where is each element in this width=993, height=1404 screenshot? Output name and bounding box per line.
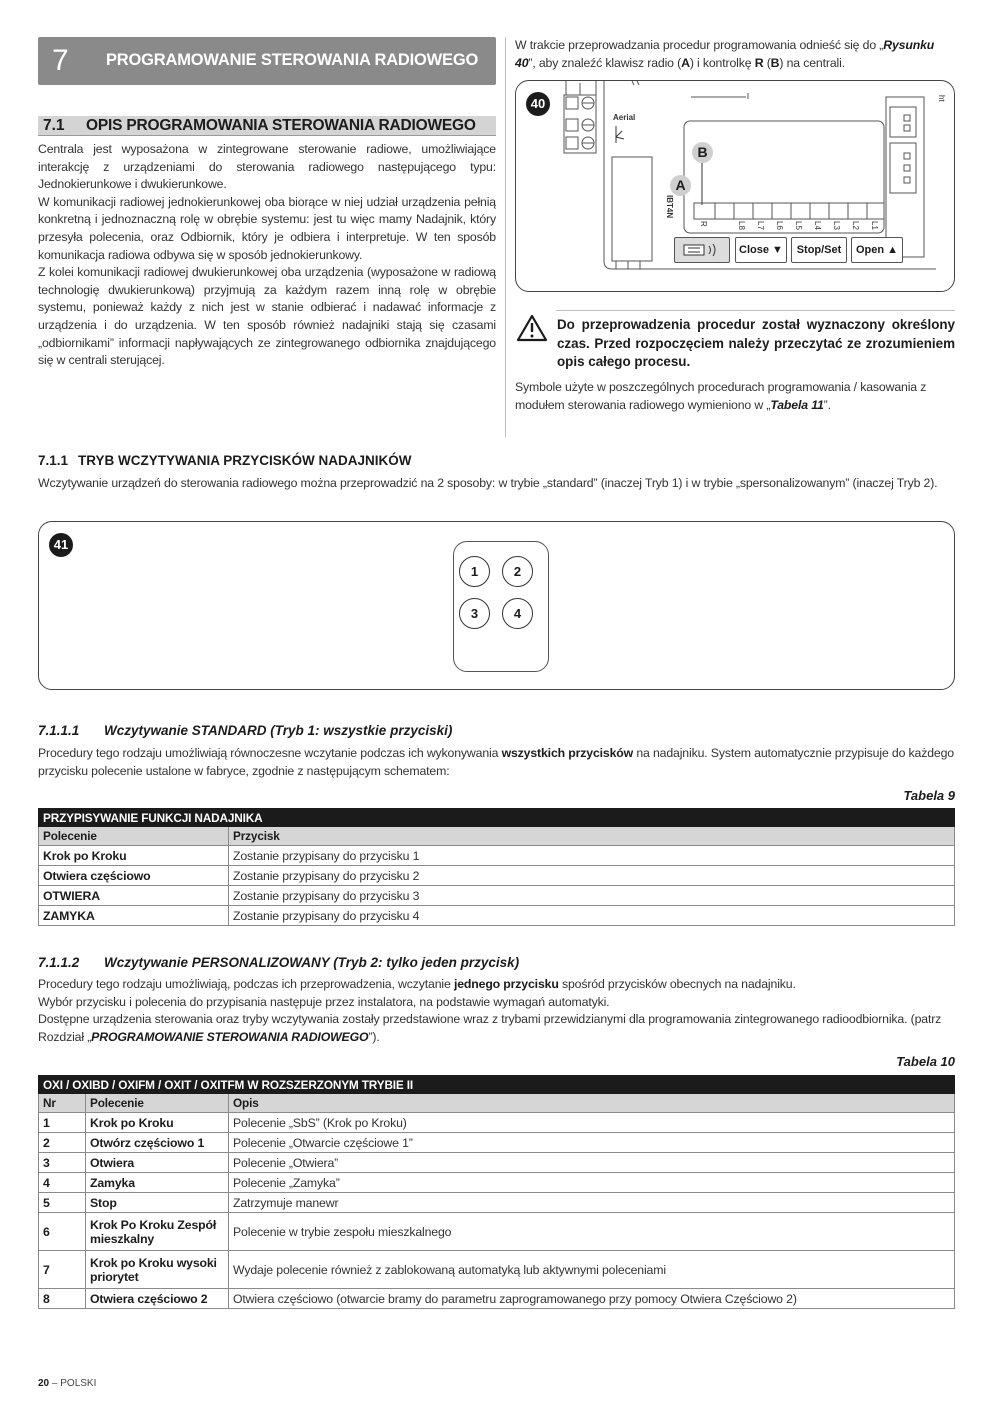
text-fragment: ( [763,55,771,70]
text-fragment: ) i kontrolkę [689,55,755,70]
table-row [39,1213,955,1251]
led-label: L6 [775,221,784,230]
table-cell: 1 [39,1113,86,1133]
table-cell: 2 [39,1133,86,1153]
aerial-label: Aerial [613,113,636,122]
open-button[interactable]: Open ▲ [851,237,903,263]
table-row [39,1173,955,1193]
table-cell: Zatrzymuje manewr [229,1193,955,1213]
table-cell: Zostanie przypisany do przycisku 2 [229,866,955,886]
led-label: L1 [870,221,879,230]
table-row [39,1193,955,1213]
figure-badge: 40 [526,92,550,116]
text-fragment: ”. [823,397,831,412]
table-row [39,886,955,906]
table-cell: Zostanie przypisany do przycisku 4 [229,906,955,926]
figure-41-remote [38,521,955,690]
table-cell: Otwórz częściowo 1 [86,1133,229,1153]
text-fragment: Dostępne urządzenia sterowania oraz tryby wczytywania zostały przedstawione wraz z trybami przewidzianymi dla programowania zintegrowanego radioodbiornika. (patrz Rozdział „ [38,1012,942,1044]
chapter-number: 7 [52,44,69,77]
table-cell: Otwiera częściowo (otwarcie bramy do parametru zaprogramowanego przy pomocy Otwiera Częściowo 2) [229,1289,955,1309]
table-cell: ZAMYKA [39,906,229,926]
tag-a: A [670,175,691,196]
footer-language: – POLSKI [49,1378,97,1389]
remote-button-3[interactable]: 3 [459,598,490,629]
table-9 [38,808,955,926]
intro-paragraph: W komunikacji radiowej jednokierunkowej oba biorące w niej udział urządzenia pełnią konkretną i jednoznaczną rolę w obrębie systemu: jest tu więc mamy Nadajnik, który przesyła polecenia, oraz Odbiornik, który je odbiera i interpretuje. W ten sposób komunikacja radiowa odbywa się w sposób jednokierunkowy. [38,194,496,262]
remote-button-4[interactable]: 4 [502,598,533,629]
led-label: L8 [737,221,746,230]
table-cell: OTWIERA [39,886,229,906]
table-cell: Krok Po Kroku Zespół mieszkalny [86,1213,229,1251]
subsubsection-number: 7.1.1.2 [38,955,80,970]
text-fragment: W trakcie przeprowadzania procedur programowania odnieść się do „ [515,38,884,52]
table-cell: 8 [39,1289,86,1309]
intro-paragraph: Centrala jest wyposażona w zintegrowane sterowanie radiowe, umożliwiające interakcję z urządzeniami do sterowania radiowego następującego typu: Jednokierunkowe i dwukierunkowe. [38,142,496,192]
text-fragment: na nadajniku. System automatycznie przypisuje do każdego przycisku polecenie ustalone w fabryce, zgodnie z następującym schematem: [38,746,954,778]
table-cell: Otwiera częściowo 2 [86,1289,229,1309]
page-footer [38,1378,96,1389]
table-cell: Wydaje polecenie również z zablokowaną automatyką lub aktywnymi poleceniami [229,1251,955,1289]
warning-divider [556,310,955,311]
table-cell: 6 [39,1213,86,1251]
table-cell: Otwiera częściowo [39,866,229,886]
radio-key-button[interactable] [674,237,730,263]
subsection-title: TRYB WCZYTYWANIA PRZYCISKÓW NADAJNIKÓW [78,453,412,468]
ibt4n-label: IBT4N [665,195,674,219]
table-cell: Stop [86,1193,229,1213]
symbols-text [515,379,955,414]
remote-button-2[interactable]: 2 [502,556,533,587]
table-row [39,906,955,926]
table-cell: 7 [39,1251,86,1289]
section-banner [38,116,496,136]
table-cell: Krok po Kroku wysoki priorytet [86,1251,229,1289]
section-number: 7.1 [43,117,65,134]
led-label: L3 [832,221,841,230]
table-row [39,1251,955,1289]
table-cell: Otwiera [86,1153,229,1173]
close-button[interactable]: Close ▼ [735,237,787,263]
figure-40-control-board [515,80,955,292]
table-cell: 5 [39,1193,86,1213]
table-row [39,866,955,886]
intro-text [38,141,496,370]
text-line [38,976,955,994]
led-r-ref: R [754,55,764,70]
text-fragment: spośród przycisków obecnych na nadajniku. [558,977,796,991]
text-fragment: ”, aby znaleźć klawisz radio ( [528,55,682,70]
table-cell: Zostanie przypisany do przycisku 1 [229,846,955,866]
subsection-heading [38,453,412,468]
table-cell: Zamyka [86,1173,229,1193]
subsubsection-title: Wczytywanie PERSONALIZOWANY (Tryb 2: tylko jeden przycisk) [104,955,520,970]
personalized-mode-text [38,976,955,1046]
table-cell: Polecenie „SbS” (Krok po Kroku) [229,1113,955,1133]
subsubsection-heading [38,955,519,970]
emphasis: wszystkich przycisków [501,746,634,760]
table-cell: Krok po Kroku [86,1113,229,1133]
led-label: L5 [794,221,803,230]
figure-link: Rysunku 40 [515,38,935,70]
subsubsection-heading [38,723,452,738]
table-cell: Krok po Kroku [39,846,229,866]
table-row [39,1133,955,1153]
top-right-label: ht [937,95,946,102]
table-row [39,846,955,866]
table-cell: Polecenie „Otwarcie częściowe 1” [229,1133,955,1153]
key-b-ref: B [770,55,780,70]
led-label-r: R [699,221,708,227]
led-label: L2 [851,221,860,230]
warning-text: Do przeprowadzenia procedur został wyznaczony określony czas. Przed rozpoczęciem należy przeczytać ze zrozumieniem opis całego procesu. [557,317,955,369]
text-fragment: Procedury tego rodzaju umożliwiają równoczesne wczytanie podczas ich wykonywania [38,746,502,760]
chapter-link: PROGRAMOWANIE STEROWANIA RADIOWEGO [91,1029,369,1044]
table-row [39,1289,955,1309]
chapter-title: PROGRAMOWANIE STEROWANIA RADIOWEGO [106,51,479,69]
table-row [39,1153,955,1173]
emphasis: jednego przycisku [453,977,559,991]
page-number: 20 [38,1378,50,1389]
warning-triangle-icon [516,314,548,342]
table-10 [38,1075,955,1309]
text-line [38,1011,955,1046]
table-cell: Polecenie „Zamyka” [229,1173,955,1193]
table-cell: Polecenie w trybie zespołu mieszkalnego [229,1213,955,1251]
table-header: Opis [229,1094,955,1113]
figure-badge: 41 [49,533,73,557]
table-link: Tabela 11 [770,397,824,412]
figure-reference-text [515,37,955,72]
table-caption: Tabela 9 [903,788,955,803]
intro-paragraph: Z kolei komunikacji radiowej dwukierunkowej oba urządzenia (wyposażone w radiową technologię dwukierunkową) przyjmują za każdym razem inną rolę w obrębie systemu, ponieważ każdy z nich jest w stanie odbierać i nadawać informacje z urządzenia i do urządzenia. W ten sposób również nadajniki stają się czasami „odbiornikami” informacji napływających ze zintegrowanego odbiornika znajdującego się w centrali sterującej. [38,265,496,368]
table-title: PRZYPISYWANIE FUNKCJI NADAJNIKA [39,809,955,827]
table-cell: 4 [39,1173,86,1193]
table-header: Polecenie [86,1094,229,1113]
table-title: OXI / OXIBD / OXIFM / OXIT / OXITFM W ROZSZERZONYM TRYBIE II [39,1076,955,1094]
section-title: OPIS PROGRAMOWANIA STEROWANIA RADIOWEGO [86,117,476,134]
remote-button-1[interactable]: 1 [459,556,490,587]
tag-b: B [692,142,713,163]
stop-set-button[interactable]: Stop/Set [791,237,847,263]
text-fragment: ) na centrali. [779,55,845,70]
remote-control [453,541,549,672]
modes-text: Wczytywanie urządzeń do sterowania radiowego można przeprowadzić na 2 sposoby: w trybie „standard” (inaczej Tryb 1) i w trybie „spersonalizowanym” (inaczej Tryb 2). [38,476,938,490]
table-cell: Zostanie przypisany do przycisku 3 [229,886,955,906]
table-cell: Polecenie „Otwiera” [229,1153,955,1173]
chapter-banner [38,37,496,85]
text-line: Wybór przycisku i polecenia do przypisania następuje przez instalatora, na podstawie wymagań automatyki. [38,994,610,1009]
subsection-number: 7.1.1 [38,453,69,468]
key-a-ref: A [681,55,690,70]
table-caption: Tabela 10 [896,1054,955,1069]
table-row [39,1113,955,1133]
table-header: Przycisk [229,827,955,846]
table-cell: 3 [39,1153,86,1173]
led-label: L4 [813,221,822,230]
text-fragment: ”). [368,1029,380,1044]
text-fragment: Symbole użyte w poszczególnych procedurach programowania / kasowania z modułem sterowania radiowego wymieniono w „ [515,380,927,412]
column-divider [505,37,506,437]
table-header: Nr [39,1094,86,1113]
text-fragment: Procedury tego rodzaju umożliwiają, podczas ich przeprowadzenia, wczytanie [38,977,454,991]
radio-signal-icon [682,243,722,257]
table-header: Polecenie [39,827,229,846]
led-label: L7 [756,221,765,230]
standard-mode-text [38,745,955,780]
subsubsection-number: 7.1.1.1 [38,723,80,738]
subsubsection-title: Wczytywanie STANDARD (Tryb 1: wszystkie przyciski) [104,723,453,738]
